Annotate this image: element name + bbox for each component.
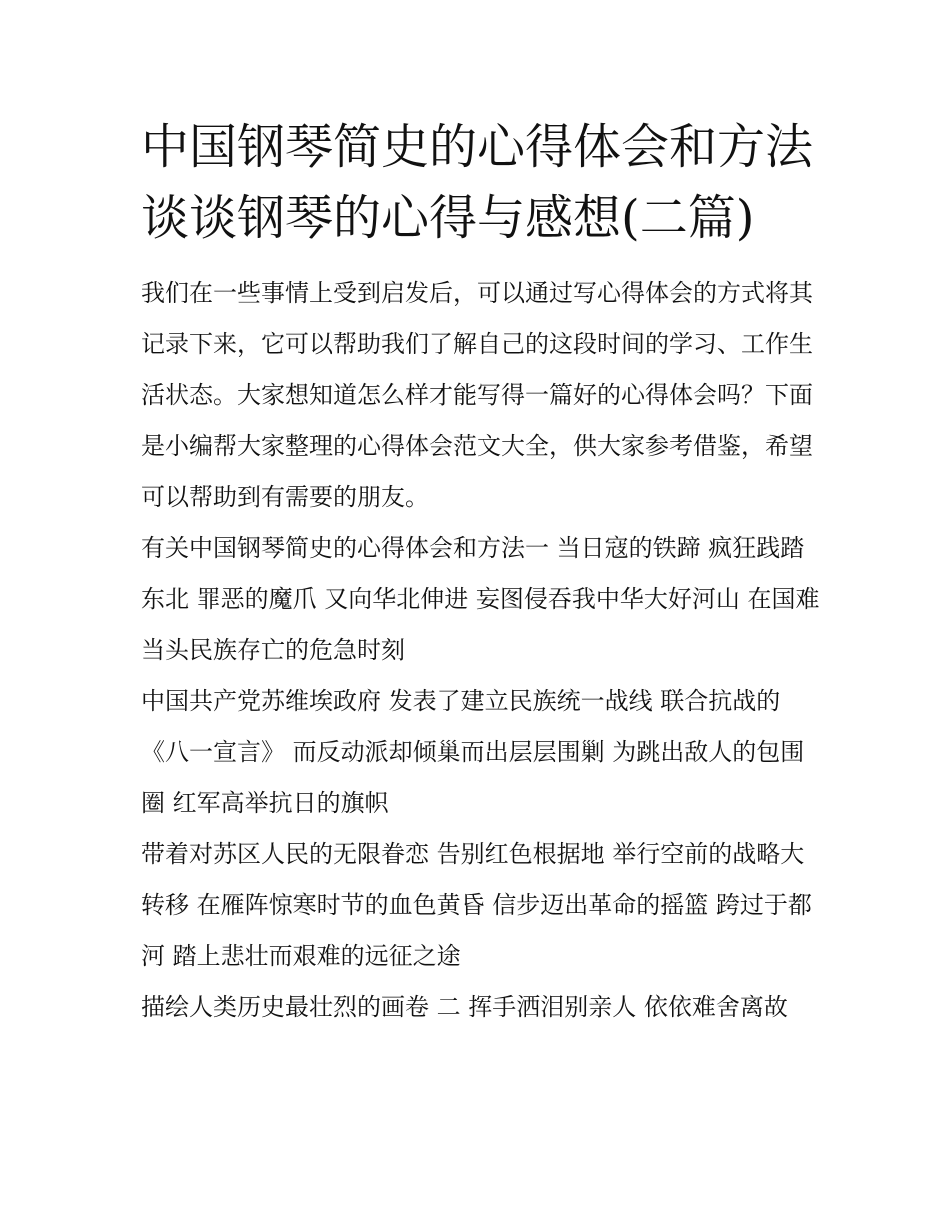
- paragraph-list: [141, 268, 821, 1033]
- document-title: 中国钢琴简史的心得体会和方法 谈谈钢琴的心得与感想(二篇): [141, 119, 814, 246]
- intro-paragraph: 我们在一些事情上受到启发后，可以通过写心得体会的方式将其记录下来，它可以帮助我们了解自己的这段时间的学习、工作生活状态。大家想知道怎么样才能写得一篇好的心得体会吗？下面是小编帮大家整理的心得体会范文大全，供大家参考借鉴，希望可以帮助到有需要的朋友。: [141, 279, 813, 511]
- body-paragraph: 描绘人类历史最壮烈的画卷 二 挥手洒泪别亲人 依依难舍离故: [141, 993, 788, 1021]
- body-paragraph: 中国共产党苏维埃政府 发表了建立民族统一战线 联合抗战的《八一宣言》 而反动派却倾巢而出层层围剿 为跳出敌人的包围圈 红军高举抗日的旗帜: [141, 687, 805, 817]
- body-paragraph: 带着对苏区人民的无限眷恋 告别红色根据地 举行空前的战略大转移 在雁阵惊寒时节的血色黄昏 信步迈出革命的摇篮 跨过于都河 踏上悲壮而艰难的远征之途: [141, 840, 812, 970]
- document-body: [141, 112, 821, 1033]
- body-paragraph: 有关中国钢琴简史的心得体会和方法一 当日寇的铁蹄 疯狂践踏东北 罪恶的魔爪 又向华北伸进 妄图侵吞我中华大好河山 在国难当头民族存亡的危急时刻: [141, 534, 820, 664]
